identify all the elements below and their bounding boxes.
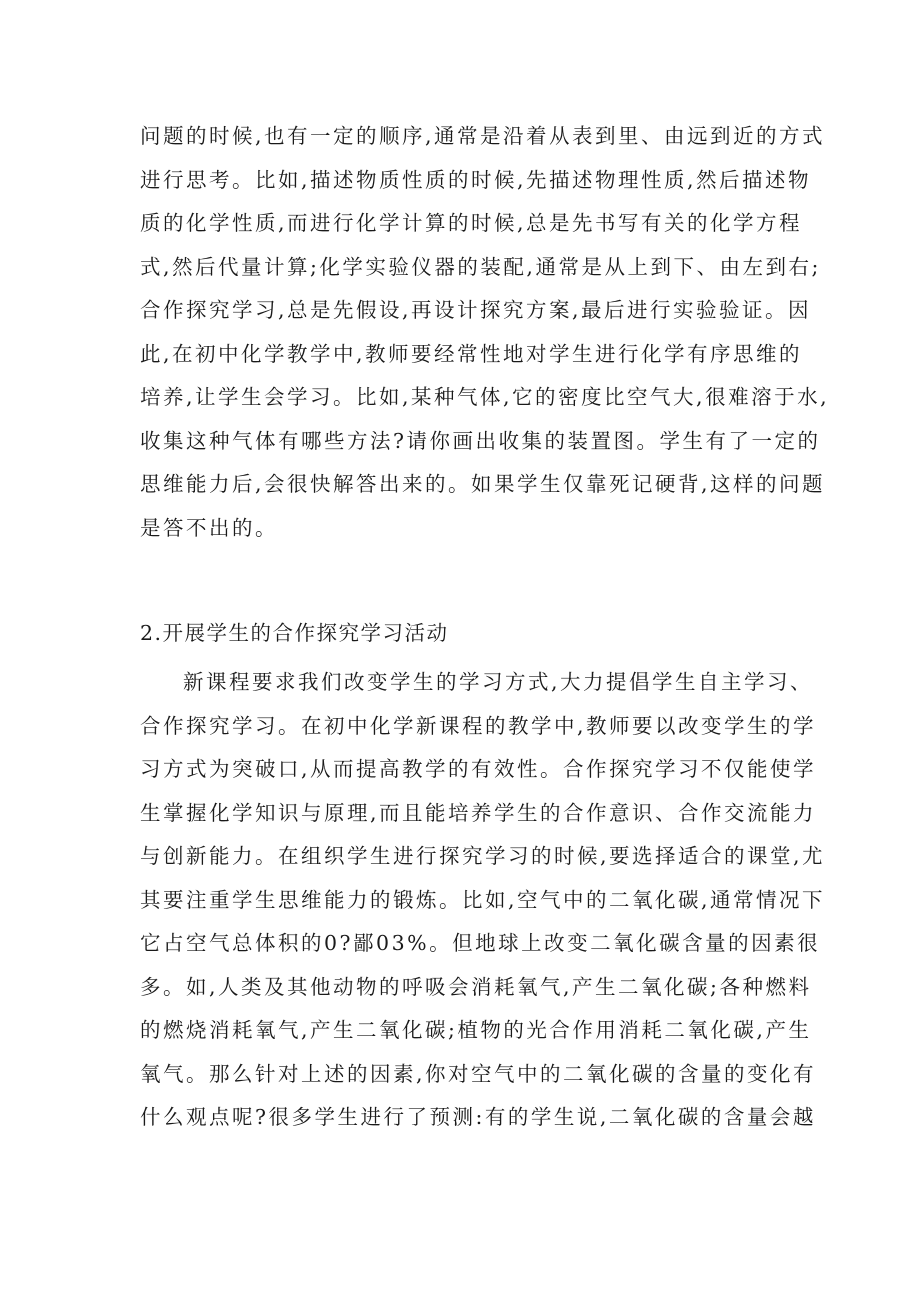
text-line: 合作探究学习。在初中化学新课程的教学中,教师要以改变学生的学: [140, 713, 817, 738]
text-line: 生掌握化学知识与原理,而且能培养学生的合作意识、合作交流能力: [140, 800, 817, 825]
text-line: 此,在初中化学教学中,教师要经常性地对学生进行化学有序思维的: [140, 341, 803, 366]
text-line: 思维能力后,会很快解答出来的。如果学生仅靠死记硬背,这样的问题: [140, 472, 826, 496]
text-line: 式,然后代量计算;化学实验仪器的装配,通常是从上到下、由左到右;: [140, 254, 821, 279]
text-line: 培养,让学生会学习。比如,某种气体,它的密度比空气大,很难溶于水,: [140, 385, 830, 409]
text-line: 习方式为突破口,从而提高教学的有效性。合作探究学习不仅能使学: [140, 757, 817, 781]
text-line: 什么观点呢?很多学生进行了预测:有的学生说,二氧化碳的含量会越: [140, 1105, 816, 1129]
text-line-indented: 新课程要求我们改变学生的学习方式,大力提倡学生自主学习、: [183, 670, 814, 694]
section-heading: 2.开展学生的合作探究学习活动: [140, 621, 449, 645]
text-line: 它占空气总体积的0?鄙03%。但地球上改变二氧化碳含量的因素很: [140, 931, 821, 955]
paragraph-ordered-thinking: [140, 115, 830, 550]
text-line: 多。如,人类及其他动物的呼吸会消耗氧气,产生二氧化碳;各种燃料: [140, 974, 812, 999]
text-line: 质的化学性质,而进行化学计算的时候,总是先书写有关的化学方程: [140, 211, 803, 235]
text-line: 与创新能力。在组织学生进行探究学习的时候,要选择适合的课堂,尤: [140, 844, 826, 868]
text-line: 合作探究学习,总是先假设,再设计探究方案,最后进行实验验证。因: [140, 298, 812, 322]
text-line: 氧气。那么针对上述的因素,你对空气中的二氧化碳的含量的变化有: [140, 1061, 817, 1086]
text-line: 问题的时候,也有一定的顺序,通常是沿着从表到里、由远到近的方式: [140, 124, 826, 148]
text-line: 进行思考。比如,描述物质性质的时候,先描述物理性质,然后描述物: [140, 167, 812, 192]
paragraph-cooperative-learning: [140, 661, 826, 1140]
text-line: 的燃烧消耗氧气,产生二氧化碳;植物的光合作用消耗二氧化碳,产生: [140, 1018, 812, 1042]
text-line: 收集这种气体有哪些方法?请你画出收集的装置图。学生有了一定的: [140, 428, 821, 453]
text-line: 其要注重学生思维能力的锻炼。比如,空气中的二氧化碳,通常情况下: [140, 887, 826, 912]
text-line: 是答不出的。: [140, 515, 278, 540]
